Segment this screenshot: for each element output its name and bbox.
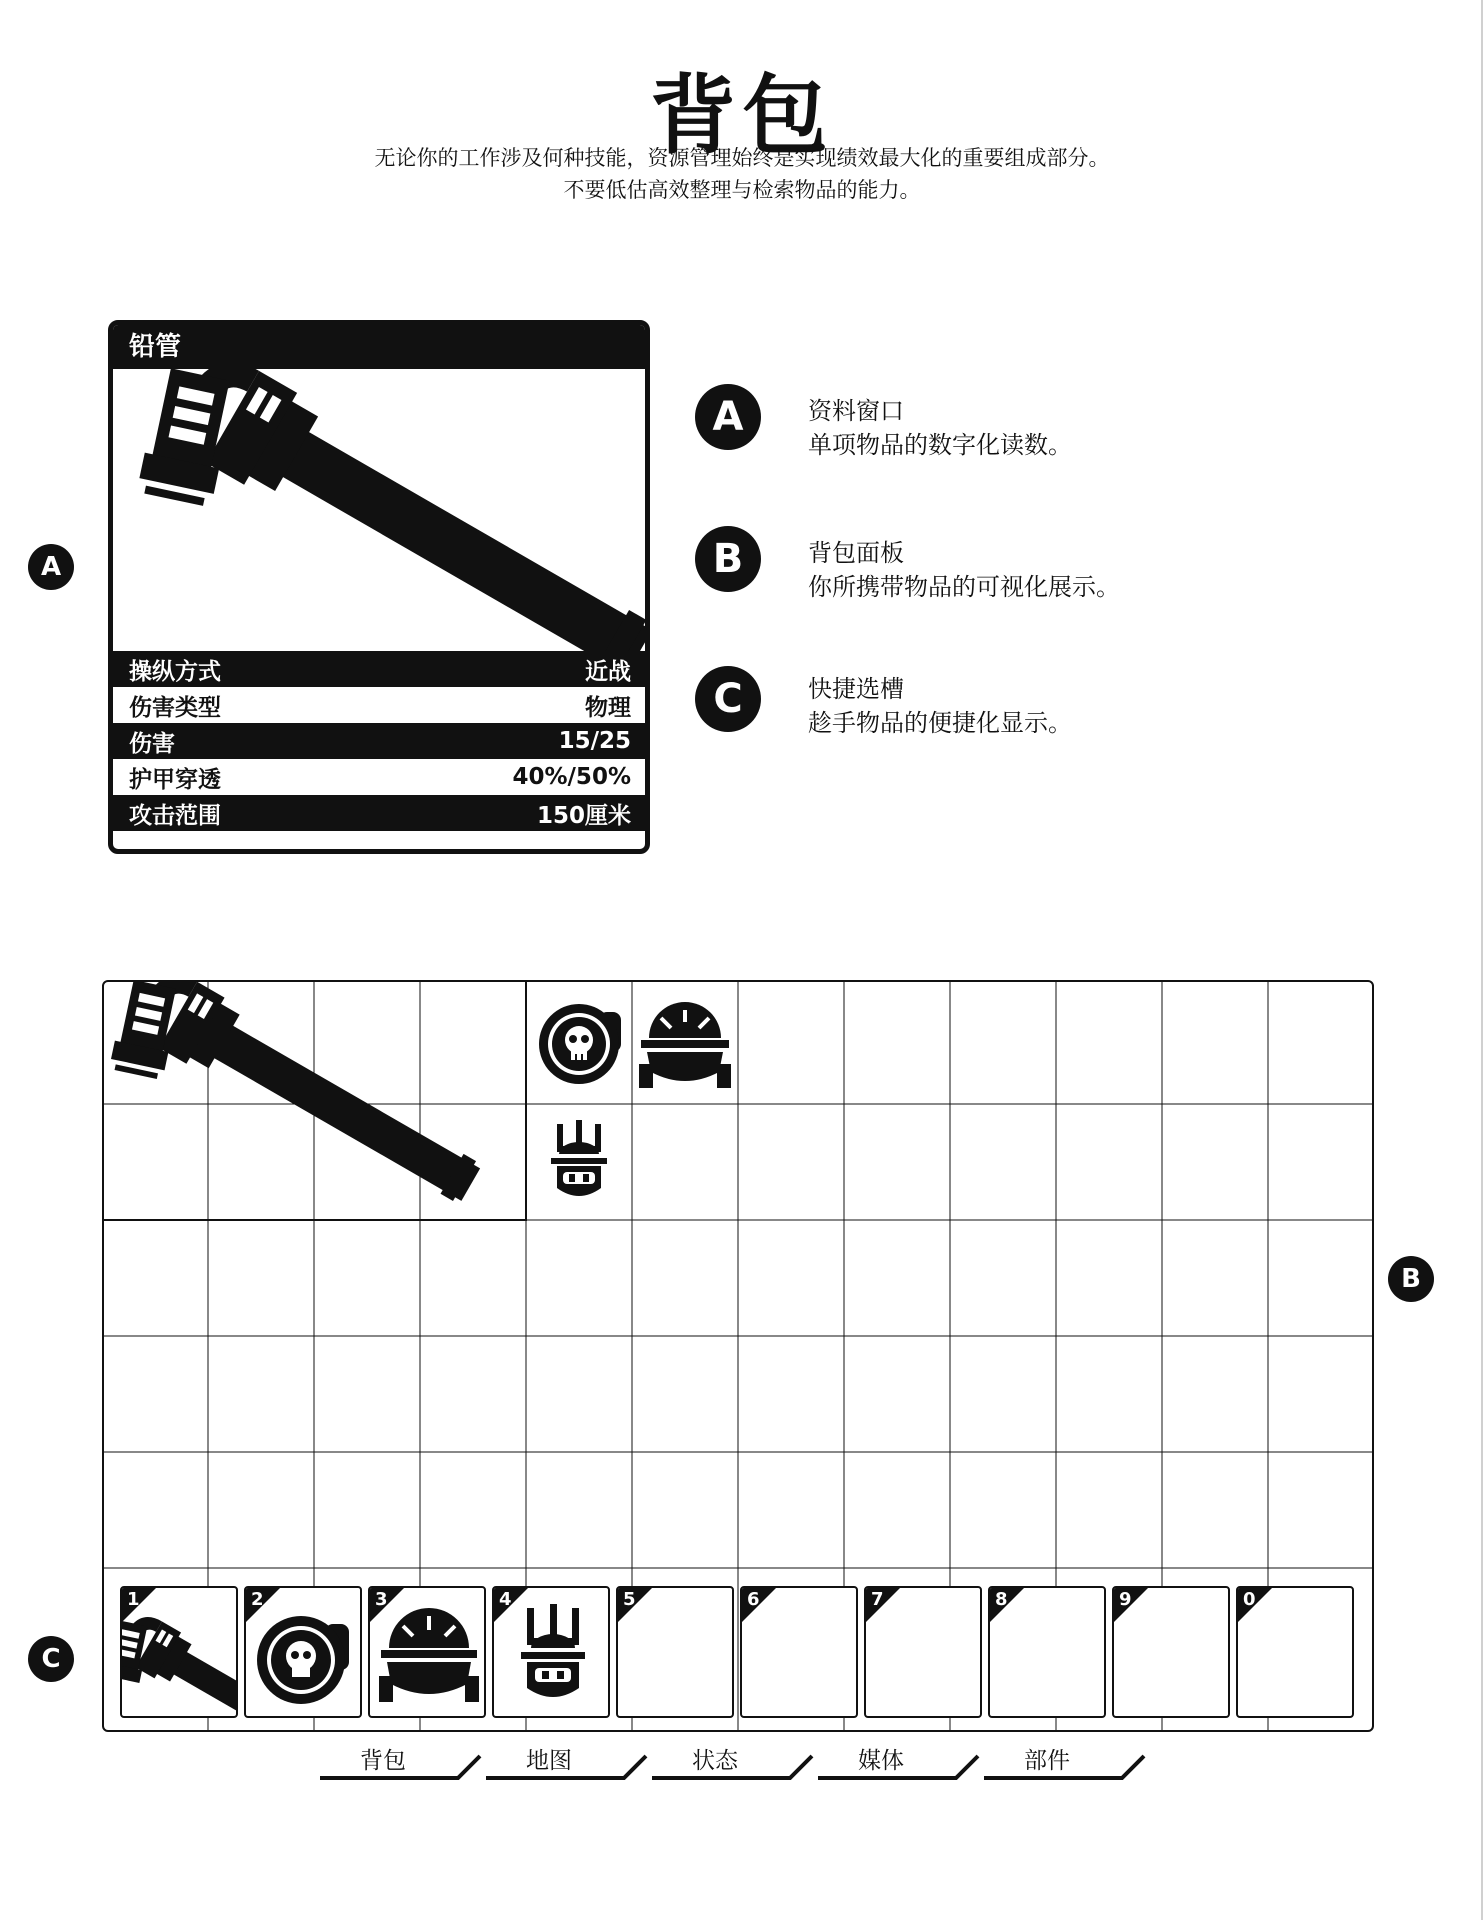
tab-status[interactable] bbox=[650, 1738, 810, 1788]
slot-number: 4 bbox=[499, 1589, 512, 1610]
tab-backpack[interactable] bbox=[318, 1738, 478, 1788]
slot-number: 8 bbox=[995, 1589, 1008, 1610]
slot-number: 2 bbox=[251, 1589, 264, 1610]
stat-row-armor-penetration bbox=[113, 759, 645, 795]
helmet-orb-icon[interactable] bbox=[639, 1002, 731, 1088]
stat-label: 攻击范围 bbox=[129, 802, 221, 829]
stat-row-range bbox=[113, 795, 645, 831]
legend-marker-a: A bbox=[695, 384, 761, 450]
menu-tabs bbox=[318, 1738, 1158, 1788]
legend-marker-b: B bbox=[695, 526, 761, 592]
tab-parts[interactable] bbox=[982, 1738, 1142, 1788]
tab-underline bbox=[816, 1738, 986, 1788]
item-stats bbox=[113, 651, 645, 831]
tab-label: 地图 bbox=[526, 1748, 572, 1774]
tab-underline bbox=[318, 1738, 488, 1788]
legend-desc: 你所携带物品的可视化展示。 bbox=[808, 573, 1120, 601]
stat-label: 操纵方式 bbox=[129, 658, 221, 685]
quick-slot-3[interactable] bbox=[368, 1586, 486, 1718]
quick-slot-0[interactable] bbox=[1236, 1586, 1354, 1718]
tab-underline bbox=[650, 1738, 820, 1788]
stat-value: 物理 bbox=[585, 694, 631, 721]
legend-desc: 趁手物品的便捷化显示。 bbox=[808, 709, 1072, 737]
tab-map[interactable] bbox=[484, 1738, 644, 1788]
subtitle-line-1: 无论你的工作涉及何种技能，资源管理始终是实现绩效最大化的重要组成部分。 bbox=[374, 146, 1110, 170]
legend-marker-c: C bbox=[695, 666, 761, 732]
tab-media[interactable] bbox=[816, 1738, 976, 1788]
robot-grabber-icon[interactable] bbox=[551, 1120, 607, 1196]
item-name: 铅管 bbox=[113, 325, 645, 369]
stat-label: 伤害类型 bbox=[129, 694, 221, 721]
tab-label: 部件 bbox=[1024, 1748, 1070, 1774]
tab-label: 媒体 bbox=[858, 1748, 904, 1774]
stat-label: 护甲穿透 bbox=[129, 766, 221, 793]
legend-title: 资料窗口 bbox=[808, 397, 904, 425]
slot-number: 9 bbox=[1119, 1589, 1132, 1610]
marker-b: B bbox=[1388, 1256, 1434, 1302]
marker-c: C bbox=[28, 1636, 74, 1682]
page-subtitle bbox=[0, 142, 1484, 206]
skull-canister-icon[interactable] bbox=[539, 1004, 621, 1084]
quick-slot-9[interactable] bbox=[1112, 1586, 1230, 1718]
quick-slot-5[interactable] bbox=[616, 1586, 734, 1718]
stat-row-damage-type bbox=[113, 687, 645, 723]
quick-slot-8[interactable] bbox=[988, 1586, 1106, 1718]
tab-label: 状态 bbox=[692, 1748, 738, 1774]
stat-row-damage bbox=[113, 723, 645, 759]
inventory-panel[interactable] bbox=[102, 980, 1374, 1732]
quick-slot-7[interactable] bbox=[864, 1586, 982, 1718]
tab-underline bbox=[484, 1738, 654, 1788]
page-title: 背包 bbox=[650, 66, 834, 166]
stat-value: 近战 bbox=[585, 658, 631, 685]
page-edge bbox=[1481, 0, 1483, 1920]
slot-number: 5 bbox=[623, 1589, 636, 1610]
legend-item-b bbox=[808, 536, 1120, 604]
slot-number: 3 bbox=[375, 1589, 388, 1610]
marker-a: A bbox=[28, 544, 74, 590]
legend-item-a bbox=[808, 394, 1072, 462]
legend-item-c bbox=[808, 672, 1072, 740]
legend-title: 快捷选槽 bbox=[808, 675, 904, 703]
stat-value: 150厘米 bbox=[536, 802, 631, 829]
quick-slot-6[interactable] bbox=[740, 1586, 858, 1718]
stat-row-handling bbox=[113, 651, 645, 687]
item-info-window bbox=[108, 320, 650, 854]
quick-slot-2[interactable] bbox=[244, 1586, 362, 1718]
slot-number: 7 bbox=[871, 1589, 884, 1610]
legend-desc: 单项物品的数字化读数。 bbox=[808, 431, 1072, 459]
quick-slot-1[interactable] bbox=[120, 1586, 238, 1718]
lead-pipe-icon[interactable] bbox=[104, 982, 490, 1254]
tab-underline bbox=[982, 1738, 1152, 1788]
tab-label: 背包 bbox=[360, 1748, 406, 1774]
quick-slot-4[interactable] bbox=[492, 1586, 610, 1718]
legend-title: 背包面板 bbox=[808, 539, 904, 567]
quick-slot-bar bbox=[120, 1586, 1360, 1720]
slot-number: 0 bbox=[1243, 1589, 1256, 1610]
stat-value: 40%/50% bbox=[512, 764, 631, 790]
stat-value: 15/25 bbox=[558, 728, 631, 754]
slot-number: 1 bbox=[127, 1589, 140, 1610]
slot-number: 6 bbox=[747, 1589, 760, 1610]
subtitle-line-2: 不要低估高效整理与检索物品的能力。 bbox=[563, 178, 921, 202]
lead-pipe-icon bbox=[113, 369, 645, 659]
stat-label: 伤害 bbox=[129, 730, 175, 757]
